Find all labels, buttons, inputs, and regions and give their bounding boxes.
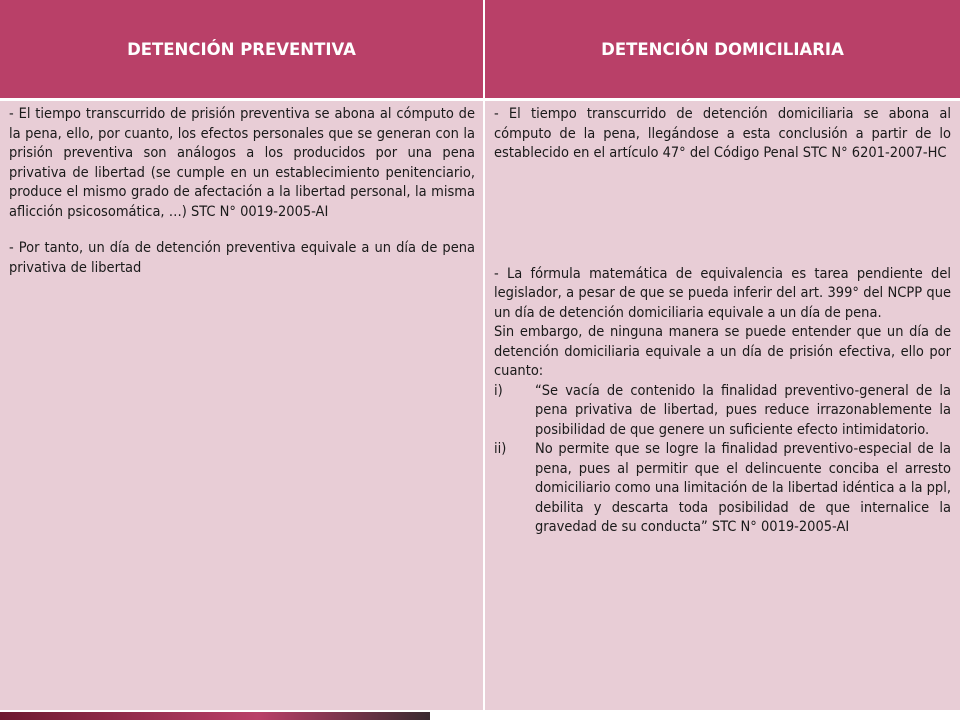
domiciliaria-paragraph-3: Sin embargo, de ninguna manera se puede entender que un día de detención domiciliaria equivale a un día de prisión efectiva, ello por cuanto: — [494, 324, 951, 379]
cell-preventiva — [0, 100, 484, 718]
preventiva-paragraph-1: - El tiempo transcurrido de prisión preventiva se abona al cómputo de la pena, ello, por cuanto, los efectos personales que se generan con la prisión preventiva son análogos a los producidos por una pena privativa de libertad (se cumple en un establecimiento penitenciario, produce el mismo grado de afectación a la libertad personal, la misma aflicción psicosomática, …) STC N° 0019-2005-AI — [9, 106, 475, 220]
header-preventiva: DETENCIÓN PREVENTIVA — [0, 0, 484, 100]
domiciliaria-paragraph-2: - La fórmula matemática de equivalencia es tarea pendiente del legislador, a pesar de que se pueda inferir del art. 399° del NCPP que un día de detención domiciliaria equivale a un día de pena. — [494, 265, 951, 321]
list-item-number: ii) — [494, 441, 507, 457]
list-item — [494, 382, 951, 441]
list-item-text: “Se vacía de contenido la finalidad preventivo-general de la pena privativa de libertad, pues reduce irrazonablemente la posibilidad de que genere un suficiente efecto intimidatorio. — [535, 382, 951, 438]
bottom-accent-bar — [0, 712, 430, 720]
domiciliaria-paragraph-1: - El tiempo transcurrido de detención domiciliaria se abona al cómputo de la pena, llegándose a esta conclusión a partir de lo establecido en el artículo 47° del Código Penal STC N° 6201-2007-HC — [494, 106, 951, 161]
list-item-text: No permite que se logre la finalidad preventivo-especial de la pena, pues al permitir que el delincuente conciba el arresto domiciliario como una limitación de la libertad idéntica a la ppl, debilita y descarta toda posibilidad de que internalice la gravedad de su conducta” STC N° 0019-2005-AI — [535, 441, 951, 535]
preventiva-paragraph-2: - Por tanto, un día de detención preventiva equivale a un día de pena privativa de libertad — [9, 240, 475, 276]
spacer — [9, 222, 475, 239]
list-item — [494, 440, 951, 538]
list-item-number: i) — [494, 382, 503, 399]
header-domiciliaria: DETENCIÓN DOMICILIARIA — [484, 0, 960, 100]
spacer — [494, 164, 951, 265]
content-row — [0, 100, 960, 718]
header-row — [0, 0, 960, 100]
cell-domiciliaria — [484, 100, 960, 718]
